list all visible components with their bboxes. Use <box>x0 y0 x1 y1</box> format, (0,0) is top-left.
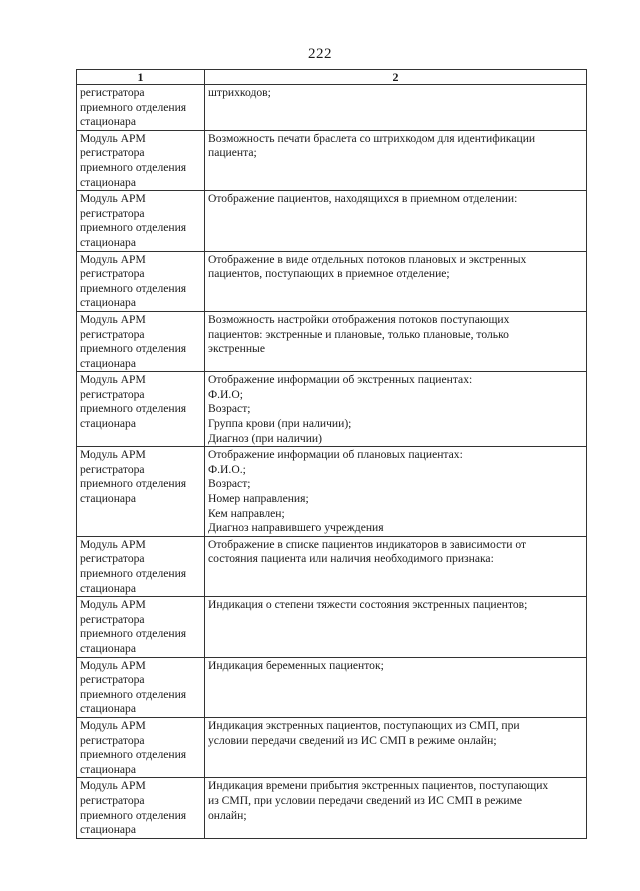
description-cell <box>205 311 587 371</box>
description-cell <box>205 717 587 777</box>
module-cell-line: приемного отделения <box>80 748 187 762</box>
module-cell-line: приемного отделения <box>80 100 187 114</box>
module-cell-line: регистратора <box>80 146 145 160</box>
table-row <box>77 372 587 447</box>
description-cell-line: Кем направлен; <box>208 506 285 520</box>
module-cell-line: регистратора <box>80 462 145 476</box>
module-cell-line: приемного отделения <box>80 402 187 416</box>
description-cell-line: пациентов: экстренные и плановые, только плановые, только <box>208 327 509 341</box>
module-cell <box>77 191 205 251</box>
module-cell-line: Модуль АРМ <box>80 252 146 266</box>
module-cell-line: стационара <box>80 581 136 595</box>
table-row <box>77 597 587 657</box>
module-cell-line: стационара <box>80 235 136 249</box>
table-row <box>77 130 587 190</box>
module-cell-line: стационара <box>80 702 136 716</box>
description-cell-line: Отображение информации об плановых пациентах: <box>208 448 463 462</box>
description-cell <box>205 130 587 190</box>
description-cell <box>205 536 587 596</box>
module-cell <box>77 130 205 190</box>
description-cell <box>205 191 587 251</box>
module-cell-line: Модуль АРМ <box>80 373 146 387</box>
module-cell-line: Модуль АРМ <box>80 658 146 672</box>
module-cell-line: стационара <box>80 762 136 776</box>
description-cell-line: Возраст; <box>208 402 251 416</box>
description-cell-line: условии передачи сведений из ИС СМП в режиме онлайн; <box>208 733 497 747</box>
description-cell-line: Диагноз направившего учреждения <box>208 521 384 535</box>
description-cell <box>205 251 587 311</box>
description-cell <box>205 372 587 447</box>
module-cell-line: Модуль АРМ <box>80 192 146 206</box>
table-row <box>77 251 587 311</box>
module-cell-line: регистратора <box>80 206 145 220</box>
module-cell-line: приемного отделения <box>80 687 187 701</box>
description-cell-line: Номер направления; <box>208 492 309 506</box>
table-row <box>77 311 587 371</box>
module-cell-line: стационара <box>80 492 136 506</box>
module-cell-line: приемного отделения <box>80 567 187 580</box>
module-cell-line: стационара <box>80 356 136 370</box>
module-cell <box>77 372 205 447</box>
description-cell <box>205 85 587 131</box>
description-cell-line: Возраст; <box>208 477 251 491</box>
description-cell-line: Отображение в виде отдельных потоков плановых и экстренных <box>208 252 527 266</box>
module-cell-line: Модуль АРМ <box>80 537 146 551</box>
module-cell-line: Модуль АРМ <box>80 312 146 326</box>
column-header-1: 1 <box>77 70 205 85</box>
module-cell-line: стационара <box>80 823 136 837</box>
module-cell-line: Модуль АРМ <box>80 131 146 145</box>
description-cell-line: Диагноз (при наличии) <box>208 431 323 445</box>
module-cell <box>77 597 205 657</box>
description-cell-line: Индикация времени прибытия экстренных пациентов, поступающих <box>208 779 549 793</box>
module-cell-line: регистратора <box>80 733 145 747</box>
description-cell-line: Отображение пациентов, находящихся в приемном отделении: <box>208 192 518 206</box>
description-cell-line: онлайн; <box>208 808 247 822</box>
table-row <box>77 778 587 838</box>
table-row <box>77 536 587 596</box>
description-cell <box>205 597 587 657</box>
module-cell-line: регистратора <box>80 267 145 281</box>
module-cell-line: регистратора <box>80 793 145 807</box>
description-cell-line: Индикация экстренных пациентов, поступающих из СМП, при <box>208 718 520 732</box>
table-header-row <box>77 70 587 85</box>
module-cell-line: Модуль АРМ <box>80 448 146 462</box>
description-cell-line: Индикация о степени тяжести состояния экстренных пациентов; <box>208 598 528 612</box>
module-cell-line: стационара <box>80 175 136 189</box>
module-cell-line: регистратора <box>80 327 145 341</box>
column-header-2: 2 <box>205 70 587 85</box>
table-row <box>77 191 587 251</box>
requirements-table <box>76 69 587 839</box>
module-cell <box>77 251 205 311</box>
module-cell <box>77 778 205 838</box>
module-cell-line: регистратора <box>80 387 145 401</box>
module-cell <box>77 717 205 777</box>
module-cell-line: регистратора <box>80 673 145 687</box>
description-cell-line: Группа крови (при наличии); <box>208 417 352 431</box>
description-cell-line: экстренные <box>208 342 265 356</box>
module-cell-line: стационара <box>80 641 136 655</box>
description-cell-line: пациента; <box>208 146 257 160</box>
description-cell-line: состояния пациента или наличия необходимого признака: <box>208 552 494 566</box>
module-cell-line: приемного отделения <box>80 477 187 491</box>
module-cell-line: стационара <box>80 115 136 129</box>
module-cell <box>77 311 205 371</box>
module-cell-line: стационара <box>80 296 136 310</box>
module-cell <box>77 536 205 596</box>
module-cell-line: приемного отделения <box>80 342 187 356</box>
description-cell-line: Возможность печати браслета со штрихкодом для идентификации <box>208 131 536 145</box>
module-cell-line: Модуль АРМ <box>80 718 146 732</box>
module-cell-line: регистратора <box>80 612 145 626</box>
table-body <box>77 85 587 839</box>
module-cell <box>77 85 205 131</box>
module-cell-line: приемного отделения <box>80 160 187 174</box>
page-number: 222 <box>308 46 332 62</box>
module-cell <box>77 447 205 537</box>
module-cell-line: приемного отделения <box>80 221 187 235</box>
table-row <box>77 717 587 777</box>
module-cell-line: Модуль АРМ <box>80 779 146 793</box>
description-cell-line: Возможность настройки отображения потоков поступающих <box>208 312 510 326</box>
module-cell-line: регистратора <box>80 86 145 99</box>
module-cell-line: приемного отделения <box>80 808 187 822</box>
table-row <box>77 657 587 717</box>
description-cell <box>205 447 587 537</box>
description-cell-line: Ф.И.О; <box>208 387 243 401</box>
module-cell-line: приемного отделения <box>80 281 187 295</box>
description-cell-line: Ф.И.О.; <box>208 462 246 476</box>
module-cell <box>77 657 205 717</box>
description-cell-line: Отображение в списке пациентов индикаторов в зависимости от <box>208 537 527 551</box>
module-cell-line: регистратора <box>80 552 145 566</box>
table-row <box>77 447 587 537</box>
table-row <box>77 85 587 131</box>
description-cell-line: штрихкодов; <box>208 86 271 99</box>
module-cell-line: Модуль АРМ <box>80 598 146 612</box>
description-cell <box>205 657 587 717</box>
description-cell-line: Отображение информации об экстренных пациентах: <box>208 373 473 387</box>
description-cell-line: пациентов, поступающих в приемное отделение; <box>208 267 450 281</box>
description-cell <box>205 778 587 838</box>
module-cell-line: приемного отделения <box>80 627 187 641</box>
module-cell-line: стационара <box>80 417 136 431</box>
description-cell-line: Индикация беременных пациенток; <box>208 658 384 672</box>
description-cell-line: из СМП, при условии передачи сведений из ИС СМП в режиме <box>208 793 523 807</box>
